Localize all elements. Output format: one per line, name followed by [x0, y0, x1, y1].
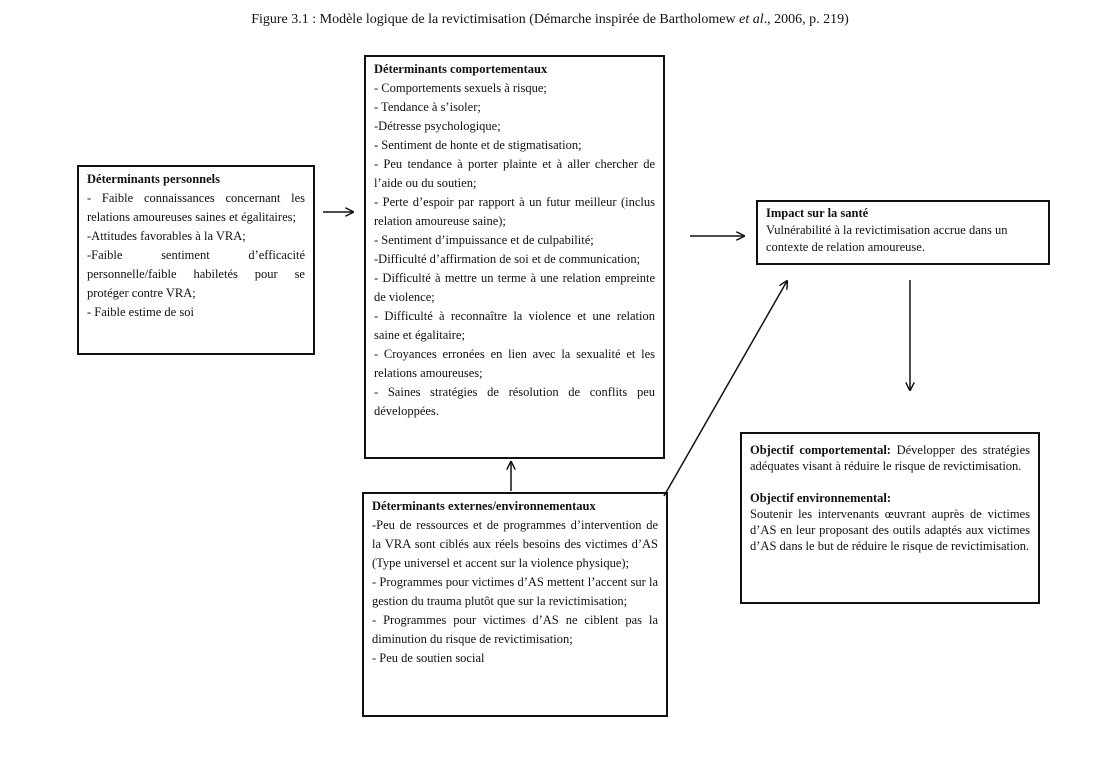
caption-text: Figure 3.1 : Modèle logique de la revictimisation (Démarche inspirée de Bartholomew [251, 12, 740, 27]
behavioral-item: - Perte d’espoir par rapport à un futur meilleur (inclus relation amoureuse saine); [374, 195, 655, 228]
behavioral-objective-label: Objectif comportemental: [750, 443, 891, 457]
external-item: - Programmes pour victimes d’AS mettent l’accent sur la gestion du trauma plutôt que sur la revictimisation; [372, 575, 658, 608]
external-item: - Programmes pour victimes d’AS ne ciblent pas la diminution du risque de revictimisation; [372, 613, 658, 646]
behavioral-item: - Difficulté à mettre un terme à une relation empreinte de violence; [374, 271, 655, 304]
behavioral-item: - Saines stratégies de résolution de conflits peu développées. [374, 385, 655, 418]
behavioral-item: - Peu tendance à porter plainte et à aller chercher de l’aide ou du soutien; [374, 157, 655, 190]
personal-item: -Attitudes favorables à la VRA; [87, 229, 246, 243]
personal-item: - Faible estime de soi [87, 305, 194, 319]
personal-item: -Faible sentiment d’efficacité personnelle/faible habiletés pour se protéger contre VRA; [87, 248, 305, 300]
behavioral-item: - Sentiment de honte et de stigmatisation; [374, 138, 582, 152]
environmental-objective-label: Objectif environnemental: [750, 491, 892, 505]
behavioral-determinants-title: Déterminants comportementaux [374, 62, 548, 76]
external-determinants-title: Déterminants externes/environnementaux [372, 499, 596, 513]
environmental-objective-text: Soutenir les intervenants œuvrant auprès de victimes d’AS en leur proposant des outils adaptés aux victimes d’AS dans le but de réduire le risque de revictimisation. [750, 507, 1030, 553]
external-item: - Peu de soutien social [372, 651, 485, 665]
external-item: -Peu de ressources et de programmes d’intervention de la VRA sont ciblés aux réels besoins des victimes d’AS (Type universel et accent sur la violence physique); [372, 518, 658, 570]
behavioral-item: -Détresse psychologique; [374, 119, 501, 133]
arrow-external-to-health [664, 281, 787, 496]
behavioral-item: - Sentiment d’impuissance et de culpabilité; [374, 233, 594, 247]
personal-item: - Faible connaissances concernant les relations amoureuses saines et égalitaires; [87, 191, 305, 224]
caption-text-end: ., 2006, p. 219) [763, 12, 849, 27]
behavioral-item: - Tendance à s’isoler; [374, 100, 481, 114]
behavioral-item: - Comportements sexuels à risque; [374, 81, 547, 95]
health-impact-text: Vulnérabilité à la revictimisation accrue dans un contexte de relation amoureuse. [766, 223, 1008, 254]
behavioral-item: -Difficulté d’affirmation de soi et de communication; [374, 252, 641, 266]
behavioral-item: - Croyances erronées en lien avec la sexualité et les relations amoureuses; [374, 347, 655, 380]
behavioral-objective-text: Développer des stratégies adéquates visant à réduire le risque de revictimisation. [750, 443, 1030, 473]
health-impact-title: Impact sur la santé [766, 206, 869, 220]
caption-et-al: et al [739, 12, 764, 27]
personal-determinants-title: Déterminants personnels [87, 172, 220, 186]
behavioral-item: - Difficulté à reconnaître la violence et une relation saine et égalitaire; [374, 309, 655, 342]
